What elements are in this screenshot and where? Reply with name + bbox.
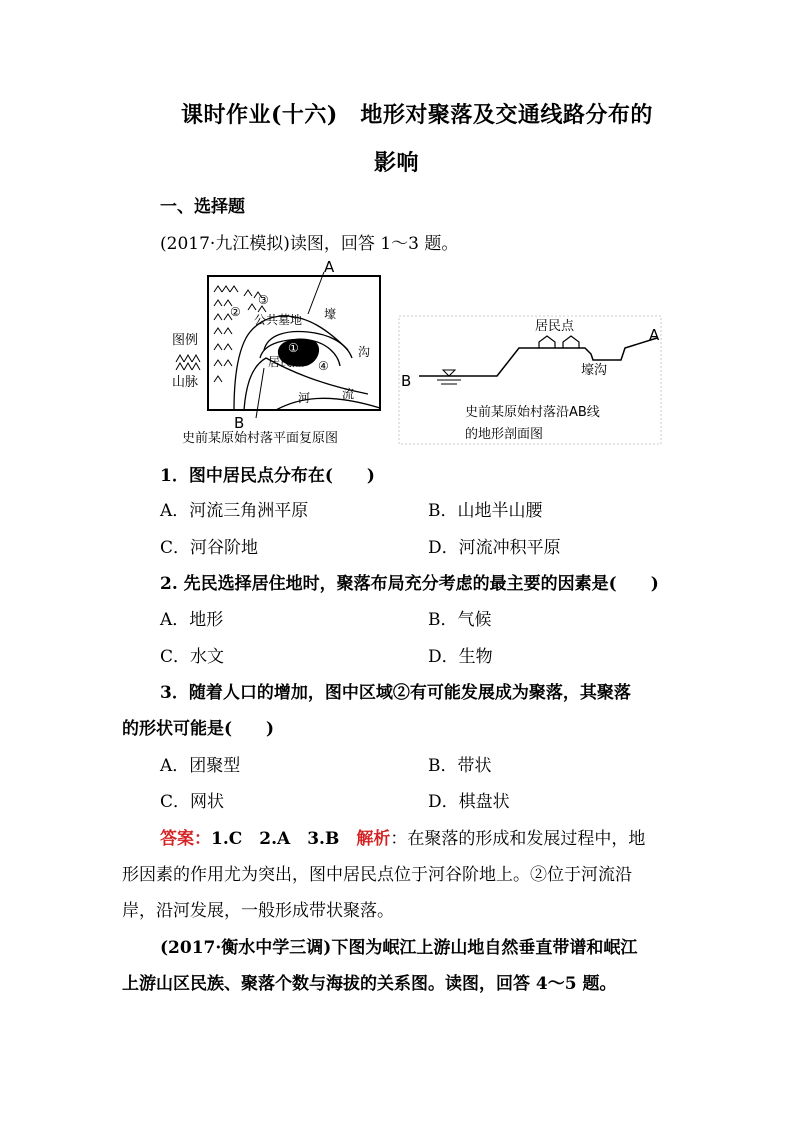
question-2-stem: 2. 先民选择居住地时，聚落布局充分考虑的最主要的因素是( ): [160, 574, 659, 594]
village-plan-map: [168, 258, 390, 448]
house-icons: [539, 336, 579, 348]
question-intro-2-line1: (2017·衡水中学三调)下图为岷江上游山地自然垂直带谱和岷江: [160, 938, 638, 958]
question-3-stem-line2: 的形状可能是( ): [122, 719, 275, 739]
page-title-line2: 影响: [374, 150, 420, 176]
analysis-text-2: 形因素的作用尤为突出，图中居民点位于河谷阶地上。②位于河流沿: [122, 865, 632, 885]
river-label-1: 河: [298, 391, 311, 405]
label-A: A: [324, 258, 335, 276]
figure-left-caption: 史前某原始村落平面复原图: [182, 431, 339, 446]
river-label-2: 流: [342, 387, 355, 401]
question-1-option-d: D．河流冲积平原: [428, 538, 561, 558]
analysis-label: 解析: [356, 829, 391, 849]
label-B: B: [401, 372, 412, 390]
question-1-option-a: A．河流三角洲平原: [160, 501, 309, 521]
question-1-stem: 1．图中居民点分布在( ): [160, 466, 375, 486]
ditch-label: 壕沟: [581, 363, 608, 378]
answer-keys: 1.C 2.A 3.B: [211, 829, 340, 849]
answer-line1: [160, 824, 645, 849]
legend-title: 图例: [172, 333, 199, 348]
question-1-option-c: C．河谷阶地: [160, 538, 259, 558]
question-3-option-c: C．网状: [160, 792, 225, 812]
question-2-option-b: B．气候: [428, 610, 492, 630]
legend-mountain-icon: [176, 355, 200, 370]
question-3-option-a: A．团聚型: [160, 756, 241, 776]
circle-number-2: ②: [230, 305, 241, 319]
settlement-label: 居民点: [268, 355, 305, 369]
page-title-line1: 课时作业(十六) 地形对聚落及交通线路分布的: [181, 102, 653, 128]
question-1-option-b: B．山地半山腰: [428, 501, 543, 521]
question-3-stem-line1: 3．随着人口的增加，图中区域②有可能发展成为聚落，其聚落: [160, 683, 631, 703]
cemetery-label: 公共墓地: [254, 313, 303, 327]
legend-label: 山脉: [172, 375, 199, 390]
figure-right-caption-1: 史前某原始村落沿AB线: [465, 405, 600, 420]
analysis-text-1: ：在聚落的形成和发展过程中，地: [390, 829, 646, 849]
circle-number-3: ③: [258, 293, 269, 307]
ditch-label-2: 沟: [358, 345, 371, 359]
water-symbol: [437, 370, 461, 384]
question-3-option-d: D．棋盘状: [428, 792, 510, 812]
question-intro-2-line2: 上游山区民族、聚落个数与海拔的关系图。读图，回答 4～5 题。: [122, 974, 617, 994]
question-2-option-d: D．生物: [428, 647, 493, 667]
question-intro: (2017·九江模拟)读图，回答 1～3 题。: [160, 234, 459, 254]
question-2-option-a: A．地形: [160, 610, 224, 630]
answer-label: 答案：: [160, 829, 211, 849]
label-B: B: [234, 414, 245, 432]
settlement-label: 居民点: [535, 319, 575, 334]
ditch-label-1: 壕: [324, 307, 337, 321]
question-2-option-c: C．水文: [160, 647, 225, 667]
analysis-text-3: 岸，沿河发展，一般形成带状聚落。: [122, 901, 394, 921]
section-heading: 一、选择题: [160, 197, 245, 217]
question-3-option-b: B．带状: [428, 756, 492, 776]
figure-right-caption-2: 的地形剖面图: [465, 427, 544, 442]
label-A: A: [649, 326, 660, 344]
circle-number-4: ④: [318, 359, 329, 373]
circle-number-1: ①: [288, 341, 299, 355]
terrain-profile: [395, 308, 665, 450]
